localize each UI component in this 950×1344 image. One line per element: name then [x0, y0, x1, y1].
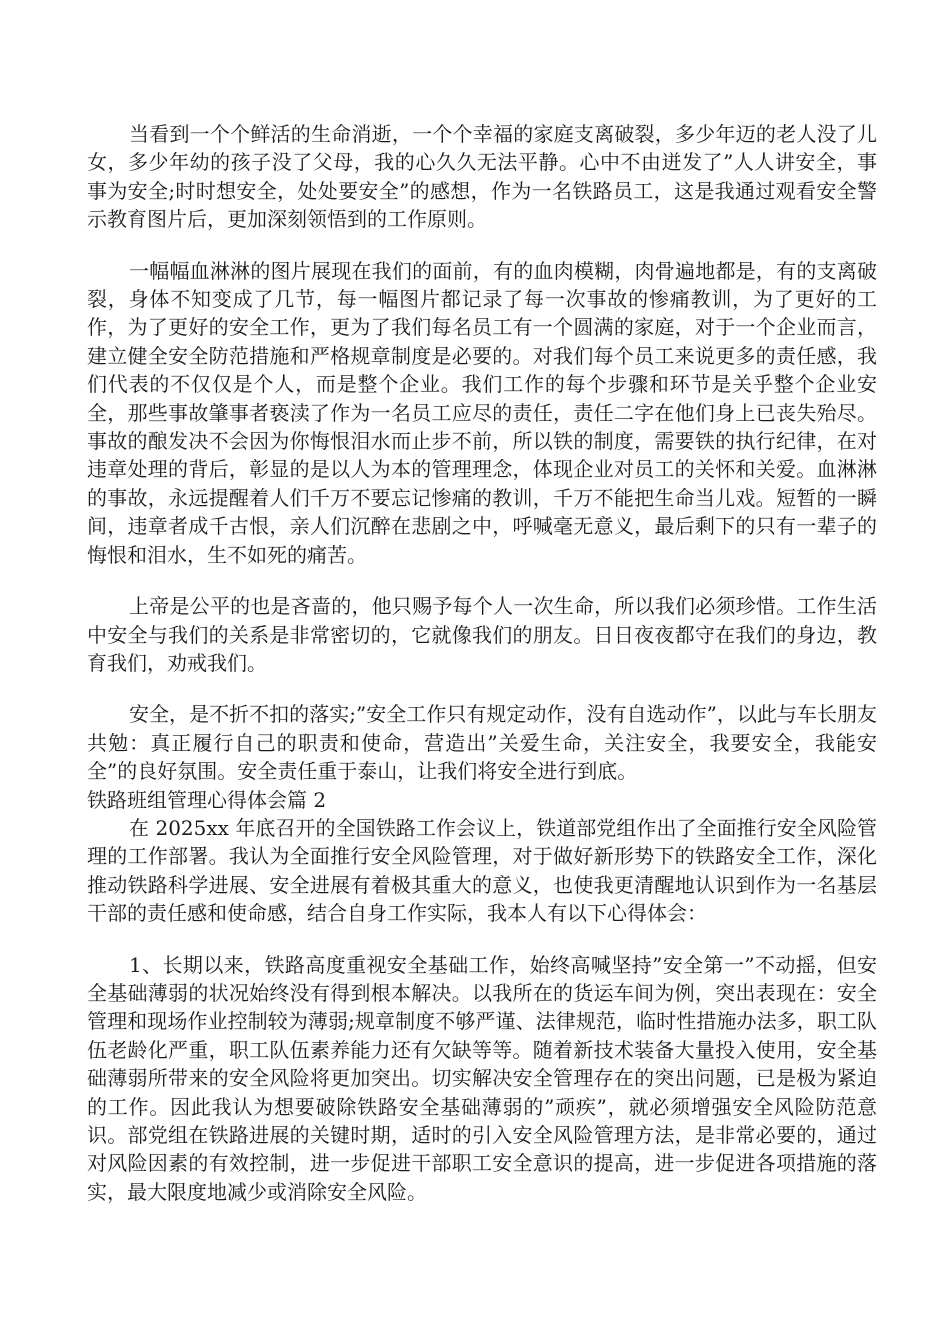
- paragraph-3: 上帝是公平的也是吝啬的，他只赐予每个人一次生命，所以我们必须珍惜。工作生活中安全与我们的关系是非常密切的，它就像我们的朋友。日日夜夜都守在我们的身边，教育我们，劝戒我们。: [87, 594, 877, 675]
- document-page: [87, 120, 877, 1206]
- section-paragraph-1: 在 2025xx 年底召开的全国铁路工作会议上，铁道部党组作出了全面推行安全风险管理的工作部署。我认为全面推行安全风险管理，对于做好新形势下的铁路安全工作，深化推动铁路科学进展、安全进展有着极其重大的意义，也使我更清醒地认识到作为一名基层干部的责任感和使命感，结合自身工作实际，我本人有以下心得体会：: [87, 815, 877, 926]
- paragraph-1: 当看到一个个鲜活的生命消逝，一个个幸福的家庭支离破裂，多少年迈的老人没了儿女，多少年幼的孩子没了父母，我的心久久无法平静。心中不由迸发了”人人讲安全，事事为安全;时时想安全，处处要安全”的感想，作为一名铁路员工，这是我通过观看安全警示教育图片后，更加深刻领悟到的工作原则。: [87, 122, 877, 232]
- section-paragraph-2: 1、长期以来，铁路高度重视安全基础工作，始终高喊坚持”安全第一”不动摇，但安全基础薄弱的状况始终没有得到根本解决。以我所在的货运车间为例，突出表现在：安全管理和现场作业控制较为薄弱;规章制度不够严谨、法律规范，临时性措施办法多，职工队伍老龄化严重，职工队伍素养能力还有欠缺等等。随着新技术装备大量投入使用，安全基础薄弱所带来的安全风险将更加突出。切实解决安全管理存在的突出问题，已是极为紧迫的工作。因此我认为想要破除铁路安全基础薄弱的”顽疾”，就必须增强安全风险防范意识。部党组在铁路进展的关键时期，适时的引入安全风险管理方法，是非常必要的，通过对风险因素的有效控制，进一步促进干部职工安全意识的提高，进一步促进各项措施的落实，最大限度地减少或消除安全风险。: [87, 952, 877, 1204]
- section-heading: 铁路班组管理心得体会篇 2: [87, 787, 327, 812]
- paragraph-4: 安全，是不折不扣的落实;”安全工作只有规定动作，没有自选动作”，以此与车长朋友共勉：真正履行自己的职责和使命，营造出”关爱生命，关注安全，我要安全，我能安全”的良好氛围。安全责任重于泰山，让我们将安全进行到底。: [87, 702, 877, 784]
- paragraph-2: 一幅幅血淋淋的图片展现在我们的面前，有的血肉模糊，肉骨遍地都是，有的支离破裂，身体不知变成了几节，每一幅图片都记录了每一次事故的惨痛教训，为了更好的工作，为了更好的安全工作，更为了我们每名员工有一个圆满的家庭，对于一个企业而言，建立健全安全防范措施和严格规章制度是必要的。对我们每个员工来说更多的责任感，我们代表的不仅仅是个人，而是整个企业。我们工作的每个步骤和环节是关乎整个企业安全，那些事故肇事者亵渎了作为一名员工应尽的责任，责任二字在他们身上已丧失殆尽。事故的酿发决不会因为你悔恨泪水而止步不前，所以铁的制度，需要铁的执行纪律，在对违章处理的背后，彰显的是以人为本的管理理念，体现企业对员工的关怀和关爱。血淋淋的事故，永远提醒着人们千万不要忘记惨痛的教训，千万不能把生命当儿戏。短暂的一瞬间，违章者成千古恨，亲人们沉醉在悲剧之中，呼喊毫无意义，最后剩下的只有一辈子的悔恨和泪水，生不如死的痛苦。: [87, 258, 877, 567]
